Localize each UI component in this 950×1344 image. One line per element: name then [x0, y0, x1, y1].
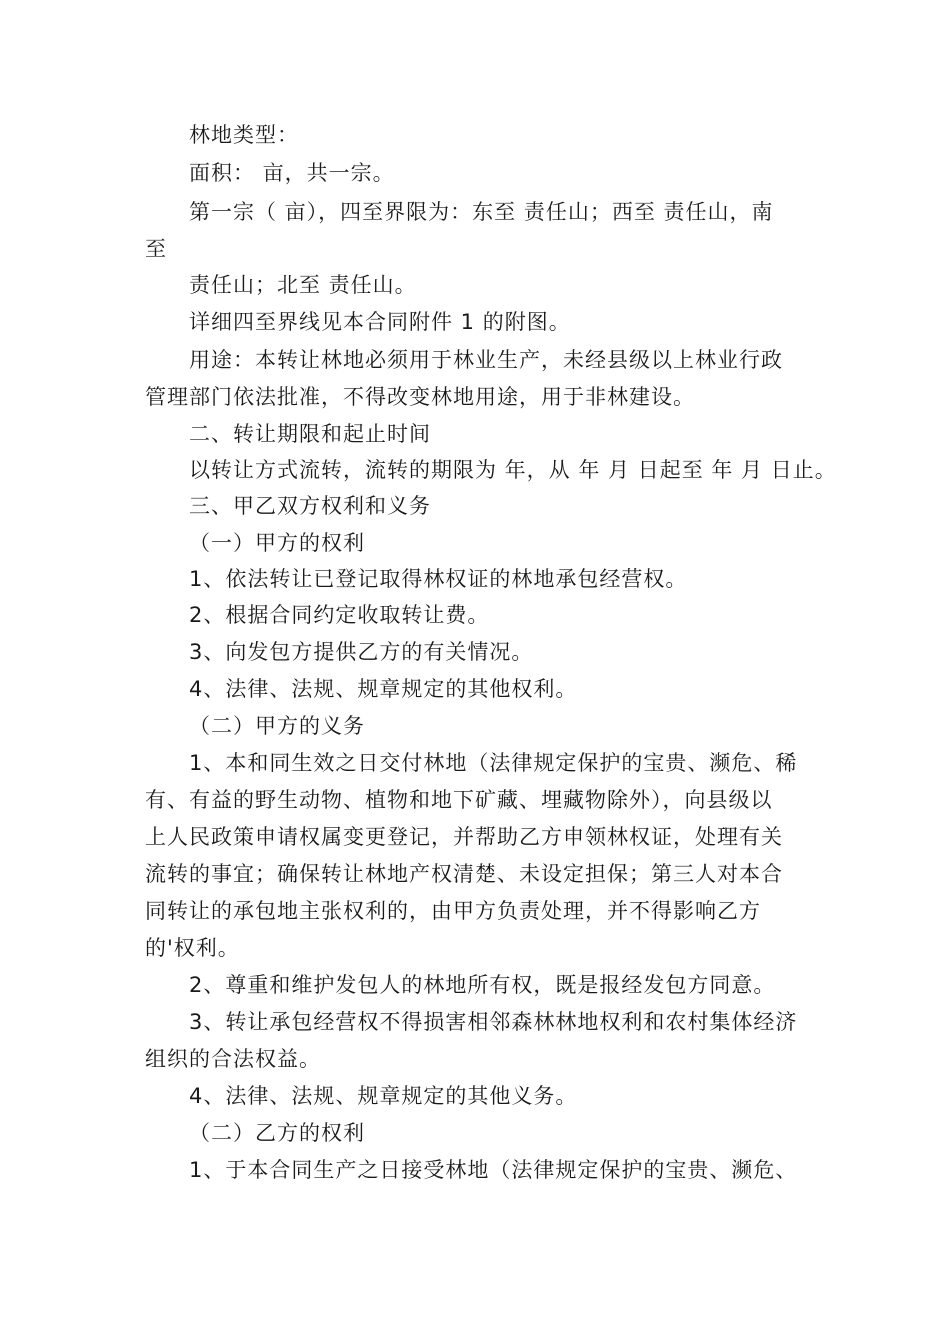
text-line: 同转让的承包地主张权利的，由甲方负责处理，并不得影响乙方 — [145, 899, 761, 923]
subsection-heading: （一）甲方的权利 — [189, 531, 365, 555]
list-item: 4、法律、法规、规章规定的其他义务。 — [189, 1084, 578, 1108]
text-line: 管理部门依法批准，不得改变林地用途，用于非林建设。 — [145, 385, 695, 409]
subsection-heading: （二）甲方的义务 — [189, 714, 365, 738]
section-heading: 三、甲乙双方权利和义务 — [189, 494, 431, 518]
text-line: 林地类型： — [189, 123, 299, 147]
text-line: 以转让方式流转，流转的期限为 年，从 年 月 日起至 年 月 日止。 — [189, 458, 837, 482]
text-line: 第一宗（ 亩），四至界限为：东至 责任山；西至 责任山，南 — [189, 200, 774, 224]
text-line: 详细四至界线见本合同附件 1 的附图。 — [189, 310, 571, 334]
text-line: 面积： 亩，共一宗。 — [189, 161, 395, 185]
text-line: 组织的合法权益。 — [145, 1047, 321, 1071]
list-item: 1、依法转让已登记取得林权证的林地承包经营权。 — [189, 567, 688, 591]
list-item: 3、向发包方提供乙方的有关情况。 — [189, 640, 534, 664]
text-line: 责任山；北至 责任山。 — [189, 273, 417, 297]
list-item: 2、根据合同约定收取转让费。 — [189, 603, 490, 627]
list-item: 1、本和同生效之日交付林地（法律规定保护的宝贵、濒危、稀 — [189, 751, 798, 775]
list-item: 3、转让承包经营权不得损害相邻森林林地权利和农村集体经济 — [189, 1010, 798, 1034]
subsection-heading: （二）乙方的权利 — [189, 1121, 365, 1145]
list-item: 4、法律、法规、规章规定的其他权利。 — [189, 677, 578, 701]
text-line: 用途：本转让林地必须用于林业生产，未经县级以上林业行政 — [189, 348, 783, 372]
text-line: 上人民政策申请权属变更登记，并帮助乙方申领林权证，处理有关 — [145, 825, 783, 849]
text-line: 有、有益的野生动物、植物和地下矿藏、埋藏物除外），向县级以 — [145, 788, 773, 812]
text-line: 至 — [145, 237, 167, 261]
section-heading: 二、转让期限和起止时间 — [189, 422, 431, 446]
list-item: 1、于本合同生产之日接受林地（法律规定保护的宝贵、濒危、 — [189, 1158, 798, 1182]
text-line: 的'权利。 — [145, 936, 240, 960]
list-item: 2、尊重和维护发包人的林地所有权，既是报经发包方同意。 — [189, 973, 776, 997]
text-line: 流转的事宜；确保转让林地产权清楚、未设定担保；第三人对本合 — [145, 862, 783, 886]
